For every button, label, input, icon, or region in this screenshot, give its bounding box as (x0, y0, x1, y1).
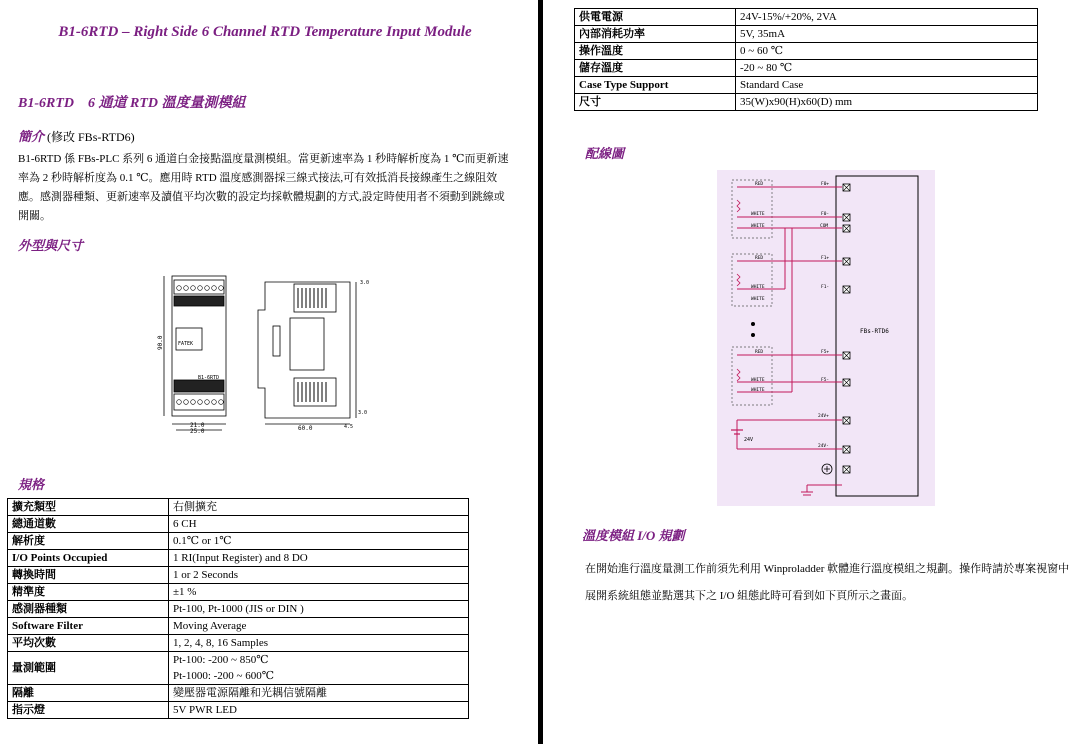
term-24vp: 24V+ (818, 414, 829, 419)
spec-value-line: 5V PWR LED (173, 704, 237, 716)
terminal-screws (843, 184, 850, 473)
spec-row (575, 26, 1038, 43)
module-badge: FATEK (178, 341, 194, 347)
spec-table-left (7, 498, 469, 719)
wire-white-0b: WHITE (751, 224, 765, 229)
spec-value-line: Pt-100: -200 ~ 850℃ (173, 654, 269, 666)
supply-label: 24V (744, 437, 754, 443)
term-24vm: 24V- (818, 444, 829, 449)
wire-white-5a: WHITE (751, 378, 765, 383)
spec-value (169, 652, 469, 685)
spec-row (8, 499, 469, 516)
spec-value: 24V-15%/+20%, 2VA (736, 9, 1038, 26)
dims-heading: 外型與尺寸 (18, 238, 84, 253)
spec-value: 5V, 35mA (736, 26, 1038, 43)
dim-side: 4.5 (344, 424, 354, 430)
spec-key: 內部消耗功率 (575, 26, 736, 43)
wiring-svg (717, 170, 935, 506)
spec-key: Software Filter (8, 618, 169, 635)
spec-value (169, 601, 469, 618)
wire-white-1b: WHITE (751, 297, 765, 302)
spec-key: 總通道數 (8, 516, 169, 533)
module-label: B1-6RTD (198, 375, 220, 381)
dimension-svg (157, 268, 370, 435)
document-title: B1-6RTD – Right Side 6 Channel RTD Temperature Input Module (58, 24, 472, 40)
spec-row (575, 60, 1038, 77)
spec-row (8, 516, 469, 533)
dim-width-1: 21.0 (190, 422, 205, 429)
spec-value (169, 533, 469, 550)
spec-value-line: Moving Average (173, 620, 247, 632)
io-paragraph: 在開始進行溫度量測工作前須先利用 Winproladder 軟體進行溫度模組之規劃。操作時請於專案視窗中展開系統組態並點選其下之 I/O 組態此時可看到如下頁所示之畫面。 (585, 563, 1070, 602)
spec-key: 轉換時間 (8, 567, 169, 584)
spec-key: 隔離 (8, 685, 169, 702)
spec-value (169, 499, 469, 516)
spec-heading: 規格 (18, 477, 45, 492)
spec-value (169, 550, 469, 567)
spec-value-line: 變壓器電源隔離和光耦信號隔離 (173, 687, 327, 699)
spec-key: 指示燈 (8, 702, 169, 719)
term-f5p: F5+ (821, 350, 830, 355)
spec-key: 尺寸 (575, 94, 736, 111)
spec-row (8, 685, 469, 702)
spec-key: 儲存溫度 (575, 60, 736, 77)
spec-row (8, 652, 469, 685)
spec-row (575, 9, 1038, 26)
main-heading: B1-6RTD 6 通道 RTD 溫度量測模組 (18, 96, 246, 111)
spec-row (575, 77, 1038, 94)
spec-row (8, 533, 469, 550)
spec-key: 平均次數 (8, 635, 169, 652)
spec-value-line: Pt-100, Pt-1000 (JIS or DIN ) (173, 603, 304, 615)
spec-row (8, 584, 469, 601)
spec-key: 量測範圍 (8, 652, 169, 685)
term-com: COM (820, 224, 829, 229)
spec-row (8, 567, 469, 584)
spec-value-line: 1 or 2 Seconds (173, 569, 239, 581)
spec-value: Standard Case (736, 77, 1038, 94)
spec-row (8, 618, 469, 635)
spec-key: 解析度 (8, 533, 169, 550)
spec-key: I/O Points Occupied (8, 550, 169, 567)
term-f1p: F1+ (821, 256, 830, 261)
spec-value-line: 6 CH (173, 518, 197, 530)
dim-bottom-margin: 3.0 (358, 410, 368, 416)
wire-red-0: RED (755, 182, 764, 187)
spec-value (169, 635, 469, 652)
wire-red-5: RED (755, 350, 764, 355)
spec-table-right (574, 8, 1038, 111)
spec-row (8, 702, 469, 719)
spec-row (575, 94, 1038, 111)
spec-value-line: 1, 2, 4, 8, 16 Samples (173, 637, 269, 649)
term-f0m: F0- (821, 212, 830, 217)
spec-row (8, 635, 469, 652)
spec-value (169, 685, 469, 702)
intro-heading: 簡介 (18, 129, 45, 144)
spec-key: 感測器種類 (8, 601, 169, 618)
term-f0p: F0+ (821, 182, 830, 187)
wiring-heading: 配線圖 (585, 146, 625, 161)
spec-value (169, 702, 469, 719)
wire-red-1: RED (755, 256, 764, 261)
spec-row (8, 550, 469, 567)
spec-value-line: 0.1℃ or 1℃ (173, 535, 232, 547)
spec-value (169, 618, 469, 635)
spec-row (575, 43, 1038, 60)
wire-white-5b: WHITE (751, 388, 765, 393)
spec-key: 擴充類型 (8, 499, 169, 516)
term-f1m: F1- (821, 285, 830, 290)
wire-white-0a: WHITE (751, 212, 765, 217)
spec-key: Case Type Support (575, 77, 736, 94)
wiring-diagram (717, 170, 935, 506)
intro-heading-row (18, 126, 135, 145)
spec-value: -20 ~ 80 ℃ (736, 60, 1038, 77)
spec-value: 35(W)x90(H)x60(D) mm (736, 94, 1038, 111)
dimension-drawing (157, 268, 370, 435)
spec-value (169, 584, 469, 601)
intro-note: (修改 FBs-RTD6) (47, 130, 135, 144)
dim-depth: 60.0 (298, 425, 313, 432)
spec-value-line: 1 RI(Input Register) and 8 DO (173, 552, 308, 564)
sensor-box-0 (732, 180, 772, 238)
dim-height: 90.0 (157, 335, 164, 350)
io-heading: 溫度模組 I/O 規劃 (582, 528, 685, 543)
spec-key: 操作溫度 (575, 43, 736, 60)
intro-paragraph: B1-6RTD 係 FBs-PLC 系列 6 通道白金接點溫度量測模組。當更新速率為 1 秒時解析度為 1 ℃而更新速率為 2 秒時解析度為 0.1 ℃。應用時 RTD 溫度感測器採三線式接法,可有效抵消長接線產生之線阻效應。感測器種類、更新速率及讀值平均次數的設定均採軟體規劃的方式,設定時使用者不須動到跳線或開關。 (18, 153, 509, 222)
left-page (0, 0, 538, 744)
spec-value (169, 567, 469, 584)
spec-key: 精準度 (8, 584, 169, 601)
spec-row (8, 601, 469, 618)
spec-value-line: ±1 % (173, 586, 197, 598)
dim-top-margin: 3.0 (360, 280, 370, 286)
module-name: FBs-RTD6 (860, 328, 889, 335)
wire-white-1a: WHITE (751, 285, 765, 290)
term-f5m: F5- (821, 378, 830, 383)
spec-key: 供電電源 (575, 9, 736, 26)
spec-value: 0 ~ 60 ℃ (736, 43, 1038, 60)
page-divider (538, 0, 543, 744)
spec-value (169, 516, 469, 533)
spec-value-line: Pt-1000: -200 ~ 600℃ (173, 670, 275, 682)
spec-value-line: 右側擴充 (173, 501, 217, 513)
dim-width-2: 25.0 (190, 428, 205, 435)
